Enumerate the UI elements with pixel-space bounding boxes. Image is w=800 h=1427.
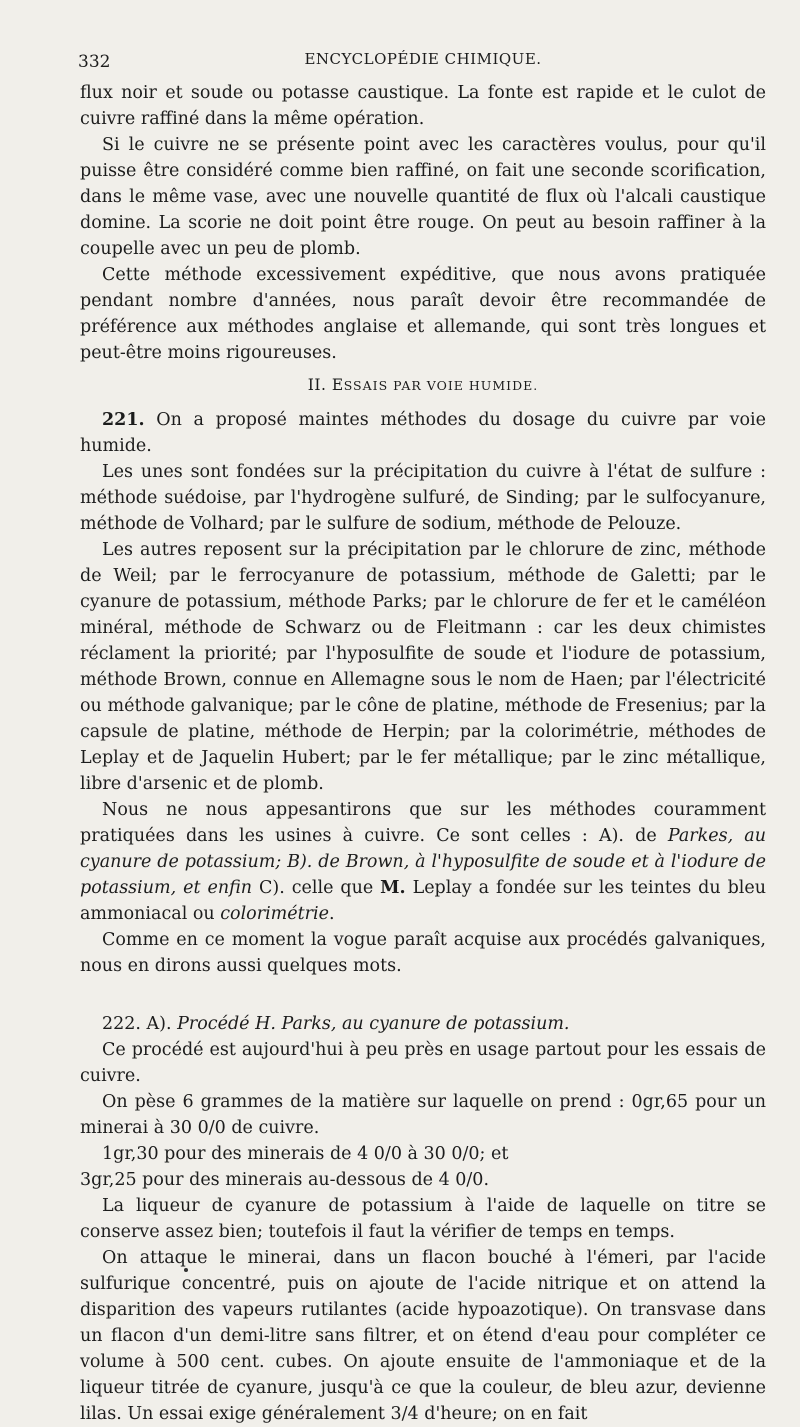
paragraph: Les autres reposent sur la précipitation par le chlorure de zinc, méthode de Weil; par le ferrocyanure de potassium, méthode de Galetti; par le cyanure de potassium, méthode Parks; par le chlorure de fer et le caméléon minéral, méthode de Schwarz ou de Fleitmann : car les deux chimistes réclament la priorité; par l'hyposulfite de soude et l'iodure de potassium, méthode Brown, connue en Allemagne sous le nom de Haen; par l'électricité ou méthode galvanique; par le cône de platine, méthode de Fresenius; par la capsule de platine, méthode de Herpin; par la colorimétrie, méthodes de Leplay et de Jaquelin Hubert; par le fer métallique; par le zinc métallique, libre d'arsenic et de plomb. [80,540,766,794]
text-run: Nous ne nous appesantirons que sur les méthodes couramment pratiquées dans les usines à cuivre. Ce sont celles : A). de [80,800,766,846]
paragraph: flux noir et soude ou potasse caustique. La fonte est rapide et le culot de cuivre raffiné dans la même opération. [80,83,766,129]
paragraph: On attaque le minerai, dans un flacon bouché à l'émeri, par l'acide sulfurique concentré, puis on ajoute de l'acide nitrique et on attend la disparition des vapeurs rutilantes (acide hypoazotique). On transvase dans un flacon d'un demi-litre sans filtrer, et on étend d'eau pour compléter ce volume à 500 cent. cubes. On ajoute ensuite de l'ammoniaque et de la liqueur titrée de cyanure, jusqu'à ce que la couleur, de bleu azur, devienne lilas. Un essai exige généralement 3/4 d'heure; on en fait [80,1248,766,1424]
paragraph: Cette méthode excessivement expéditive, que nous avons pratiquée pendant nombre d'années, nous paraît devoir être recommandée de préférence aux méthodes anglaise et allemande, qui sont très longues et peut-être moins rigoureuses. [80,265,766,363]
text-run: Leplay a fondée sur les teintes du bleu ammoniacal ou [80,878,766,924]
page-number: 332 [78,52,111,72]
text-run: . [328,904,335,924]
italic-run: Parkes, au cyanure de potassium; B). de Brown, à l'hyposulfite de soude et à l'iodure de potassium, et enfin [80,826,767,898]
numbered-paragraph [80,1011,766,1037]
text-run: C). celle que [252,878,381,898]
italic-run: colorimétrie [220,904,329,924]
numbered-paragraph [80,407,766,459]
paragraph: Ce procédé est aujourd'hui à peu près en usage partout pour les essais de cuivre. [80,1040,766,1086]
section-heading-word: VOIE [426,378,464,393]
section-heading-word: SSAIS [343,378,389,393]
ink-dot [184,1268,188,1272]
paragraph: 3gr,25 pour des minerais au-dessous de 4 0/0. [80,1170,490,1190]
paragraph: Les unes sont fondées sur la précipitation du cuivre à l'état de sulfure : méthode suédoise, par l'hydrogène sulfuré, de Sinding; par le sulfocyanure, méthode de Volhard; par le sulfure de sodium, méthode de Pelouze. [80,462,766,534]
section-heading [80,372,766,399]
paragraph-number: 221. [102,410,145,430]
paragraph: On pèse 6 grammes de la matière sur laquelle on prend : 0gr,65 pour un minerai à 30 0/0 de cuivre. [80,1092,766,1138]
section-heading-word: HUMIDE. [463,378,539,393]
paragraph: La liqueur de cyanure de potassium à l'aide de laquelle on titre se conserve assez bien; toutefois il faut la vérifier de temps en temps. [80,1196,766,1242]
bold-run: M. [380,878,406,898]
spacer [80,979,766,1011]
section-heading-lead: II. E [307,376,344,394]
paragraph: Si le cuivre ne se présente point avec les caractères voulus, pour qu'il puisse être considéré comme bien raffiné, on fait une seconde scorification, dans le même vase, avec une nouvelle quantité de flux où l'alcali caustique domine. La scorie ne doit point être rouge. On peut au besoin raffiner à la coupelle avec un peu de plomb. [80,135,766,259]
paragraph-text: On a proposé maintes méthodes du dosage du cuivre par voie humide. [80,410,766,456]
paragraph [80,797,766,927]
page-header [78,46,768,74]
section-heading-word: PAR [388,378,427,393]
body-text [80,80,766,1427]
running-title: ENCYCLOPÉDIE CHIMIQUE. [304,50,542,68]
paragraph-title: Procédé H. Parks, au cyanure de potassium. [171,1014,570,1034]
paragraph: 1gr,30 pour des minerais de 4 0/0 à 30 0/0; et [102,1144,509,1164]
paragraph: Comme en ce moment la vogue paraît acquise aux procédés galvaniques, nous en dirons aussi quelques mots. [80,930,766,976]
paragraph-number: 222. A). [102,1014,172,1034]
